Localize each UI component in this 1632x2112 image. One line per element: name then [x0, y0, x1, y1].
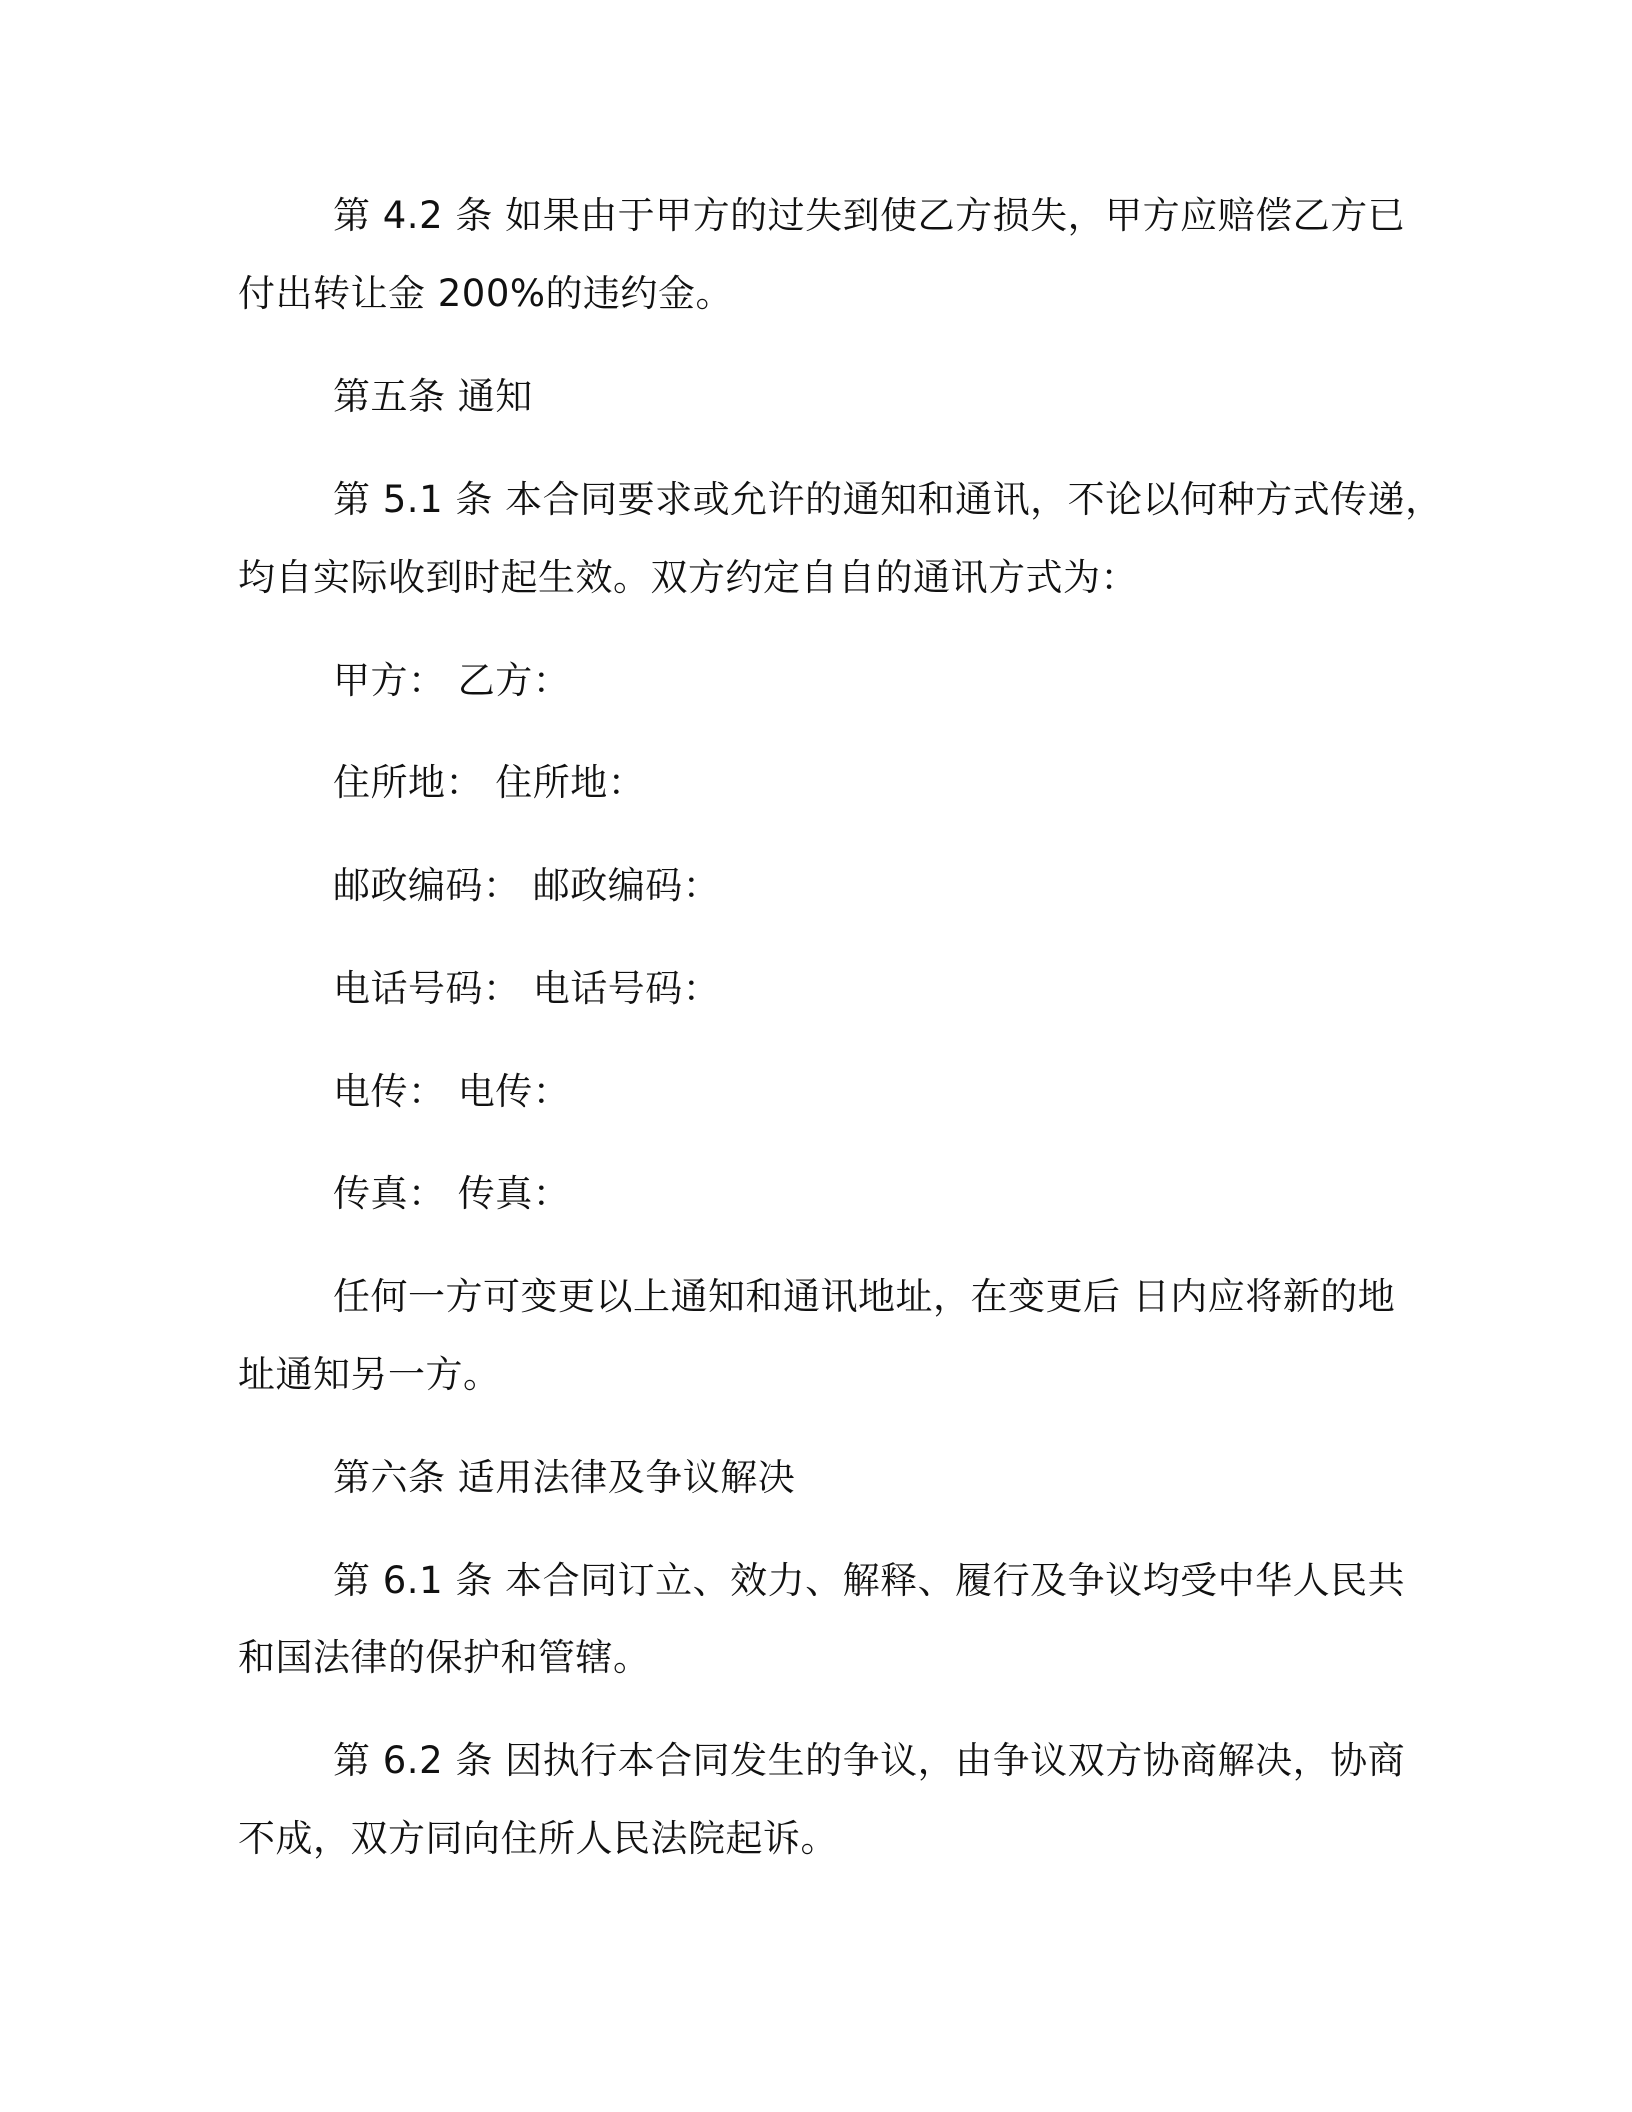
clause-6-1-line-2: 和国法律的保护和管辖。	[238, 1636, 651, 1679]
phone-labels: 电话号码： 电话号码：	[333, 967, 721, 1010]
telex-labels: 电传： 电传：	[333, 1070, 571, 1113]
postcode-labels: 邮政编码： 邮政编码：	[333, 864, 721, 907]
address-change-line-2: 址通知另一方。	[238, 1353, 501, 1396]
clause-5-1-line-1: 第 5.1 条 本合同要求或允许的通知和通讯，不论以何种方式传递，	[333, 478, 1443, 521]
clause-4-2-line-1: 第 4.2 条 如果由于甲方的过失到使乙方损失，甲方应赔偿乙方已	[333, 194, 1406, 237]
clause-5-1-line-2: 均自实际收到时起生效。双方约定自自的通讯方式为：	[238, 556, 1138, 599]
clause-6-1-line-1: 第 6.1 条 本合同订立、效力、解释、履行及争议均受中华人民共	[333, 1559, 1406, 1602]
section-6-heading: 第六条 适用法律及争议解决	[333, 1456, 796, 1499]
address-labels: 住所地： 住所地：	[333, 761, 646, 804]
section-5-heading: 第五条 通知	[333, 375, 533, 418]
clause-4-2-line-2: 付出转让金 200%的违约金。	[238, 272, 734, 315]
clause-6-2-line-2: 不成，双方同向住所人民法院起诉。	[238, 1817, 838, 1860]
party-labels: 甲方： 乙方：	[333, 659, 571, 702]
clause-6-2-line-1: 第 6.2 条 因执行本合同发生的争议，由争议双方协商解决，协商	[333, 1739, 1406, 1782]
fax-labels: 传真： 传真：	[333, 1172, 571, 1215]
address-change-line-1: 任何一方可变更以上通知和通讯地址，在变更后 日内应将新的地	[333, 1275, 1396, 1318]
